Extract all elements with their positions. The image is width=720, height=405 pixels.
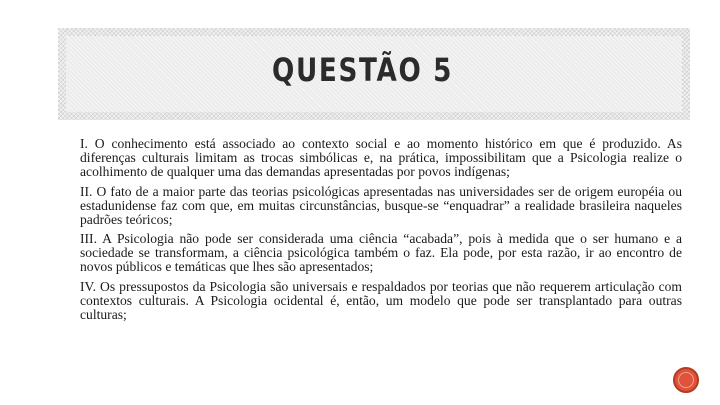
statement-iv: IV. Os pressupostos da Psicologia são universais e respaldados por teorias que não requerem articulação com contextos culturais. A Psicologia ocidental é, então, um modelo que pode ser transplantado para outras culturas; <box>80 279 682 322</box>
page-title: QUESTÃO 5 <box>272 51 454 89</box>
statement-ii: II. O fato de a maior parte das teorias psicológicas apresentadas nas universidades ser de origem européia ou estadunidense faz com que, em muitas circunstâncias, busque-se “enquadrar” a realidade brasileira naqueles padrões teóricos; <box>80 183 682 227</box>
statement-i: I. O conhecimento está associado ao contexto social e ao momento histórico em que é produzido. As diferenças culturais limitam as trocas simbólicas e, na prática, impossibilitam que a Psicologia realize o acolhimento de qualquer uma das demandas apresentadas por povos indígenas; <box>80 136 682 179</box>
title-band <box>58 28 690 120</box>
statement-iii: III. A Psicologia não pode ser considerada uma ciência “acabada”, pois à medida que o ser humano e a sociedade se transformam, a ciência psicológica também o faz. Ela pode, por esta razão, ir ao encontro de novos públicos e temáticas que lhes são apresentados; <box>80 231 682 275</box>
slide-corner-circle-icon <box>673 367 699 393</box>
question-body <box>80 137 682 328</box>
